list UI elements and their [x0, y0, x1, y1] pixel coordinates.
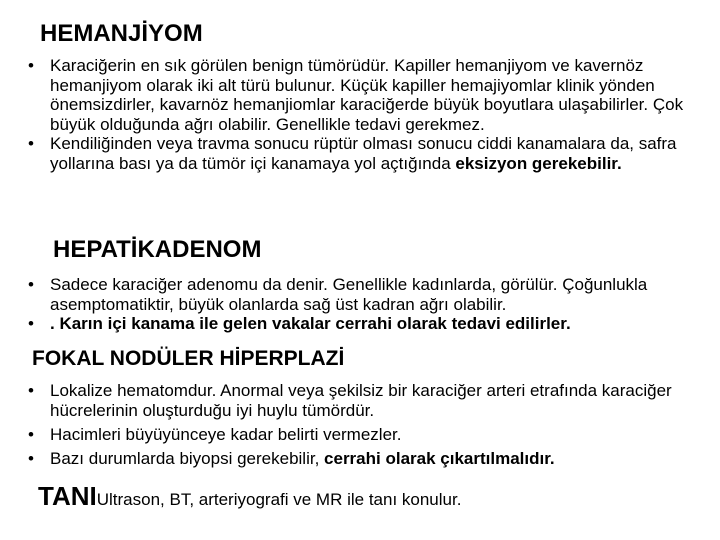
bullet: • — [28, 56, 34, 75]
list-item — [28, 381, 708, 420]
bullet: • — [28, 314, 34, 333]
list-item — [28, 449, 708, 469]
bullet: • — [28, 448, 34, 468]
list-item — [28, 275, 708, 314]
bullet: • — [28, 275, 34, 294]
bullet: • — [28, 381, 34, 400]
diagnosis-line — [38, 481, 461, 512]
hemanjiyom-list — [28, 56, 708, 173]
item-bold-text: . Karın içi kanama ile gelen vakalar cerrahi olarak tedavi edilirler. — [50, 314, 571, 333]
item-text: Kendiliğinden veya travma sonucu rüptür olması sonucu ciddi kanamalara da, safra yollarına bası ya da tümör içi kanamaya yol açtığında — [50, 134, 677, 173]
diagnosis-text: Ultrason, BT, arteriyografi ve MR ile tanı konulur. — [96, 490, 462, 509]
item-text: Karaciğerin en sık görülen benign tümörüdür. Kapiller hemanjiyom ve kavernöz hemanjiyom olarak iki alt türü bulunur. Küçük kapiller hemajiyomlar klinik yönden önemsizdirler, kavarnöz hemanjiomlar karaciğerde büyük boyutlara ulaşabilirler. Çok büyük olduğunda ağrı olabilir. Genellikle tedavi gerekmez. — [50, 56, 684, 134]
list-item — [28, 134, 708, 173]
section-heading-hemanjiyom: HEMANJİYOM — [40, 20, 203, 47]
item-text: Lokalize hematomdur. Anormal veya şekilsiz bir karaciğer arteri etrafında karaciğer hücrelerinin oluşturduğu iyi huylu tümördür. — [50, 381, 672, 420]
list-item — [28, 425, 708, 445]
bullet: • — [28, 425, 34, 444]
list-item — [28, 56, 708, 134]
item-text: Bazı durumlarda biyopsi gerekebilir, — [50, 448, 325, 468]
section-heading-fokal-noduler-hiperplazi: FOKAL NODÜLER HİPERPLAZİ — [32, 347, 345, 370]
diagnosis-label: TANI — [38, 481, 97, 511]
bullet: • — [28, 134, 34, 153]
list-item — [28, 314, 708, 334]
fnh-list — [28, 381, 708, 468]
item-bold-text: cerrahi olarak çıkartılmalıdır. — [324, 448, 555, 468]
item-bold-text: eksizyon gerekebilir. — [455, 153, 622, 173]
hepatikadenom-list — [28, 275, 708, 334]
section-heading-hepatikadenom: HEPATİKADENOM — [53, 236, 262, 263]
item-text: Sadece karaciğer adenomu da denir. Genellikle kadınlarda, görülür. Çoğunlukla asemptomatiktir, büyük olanlarda sağ üst kadran ağrı olabilir. — [50, 275, 648, 314]
item-text: Hacimleri büyüyünceye kadar belirti vermezler. — [50, 425, 402, 444]
